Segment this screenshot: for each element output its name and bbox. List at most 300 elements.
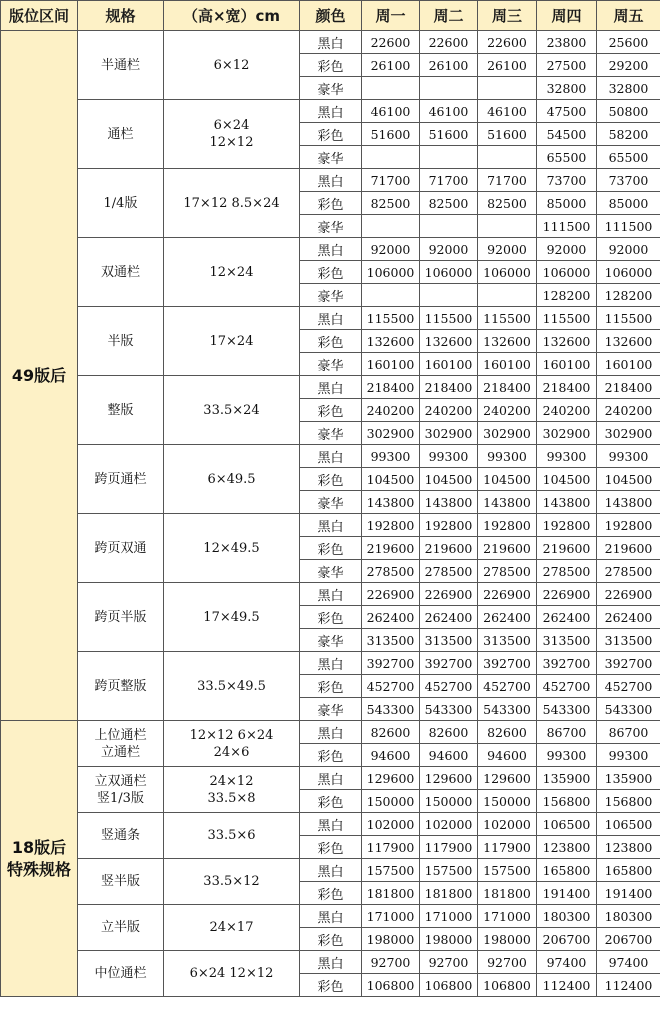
spec-cell — [78, 905, 164, 951]
price-cell: 32800 — [537, 77, 597, 100]
price-cell: 92000 — [597, 238, 660, 261]
color-cell: 彩色 — [300, 192, 362, 215]
price-cell: 313500 — [362, 629, 420, 652]
size-line: 6×12 — [213, 57, 250, 73]
price-cell: 104500 — [537, 468, 597, 491]
size-cell — [164, 951, 300, 997]
color-cell: 彩色 — [300, 330, 362, 353]
price-cell: 191400 — [597, 882, 660, 905]
price-cell: 117900 — [362, 836, 420, 859]
color-cell: 彩色 — [300, 974, 362, 997]
price-cell: 302900 — [597, 422, 660, 445]
price-cell: 22600 — [478, 31, 537, 54]
price-cell: 219600 — [478, 537, 537, 560]
price-cell: 262400 — [478, 606, 537, 629]
color-cell: 彩色 — [300, 928, 362, 951]
price-cell — [362, 284, 420, 307]
price-cell: 135900 — [537, 767, 597, 790]
price-cell: 150000 — [362, 790, 420, 813]
price-cell: 73700 — [537, 169, 597, 192]
color-cell: 豪华 — [300, 422, 362, 445]
price-cell: 99300 — [362, 445, 420, 468]
price-cell: 171000 — [478, 905, 537, 928]
price-cell — [420, 77, 478, 100]
price-cell: 262400 — [537, 606, 597, 629]
price-cell: 46100 — [478, 100, 537, 123]
price-cell: 302900 — [537, 422, 597, 445]
price-cell: 226900 — [478, 583, 537, 606]
table-row — [1, 445, 660, 468]
price-cell: 94600 — [362, 744, 420, 767]
price-cell: 226900 — [362, 583, 420, 606]
price-cell: 160100 — [537, 353, 597, 376]
price-cell: 115500 — [478, 307, 537, 330]
price-cell: 143800 — [420, 491, 478, 514]
price-cell: 102000 — [420, 813, 478, 836]
price-cell: 71700 — [362, 169, 420, 192]
spec-cell — [78, 652, 164, 721]
price-cell: 106000 — [362, 261, 420, 284]
price-cell: 123800 — [537, 836, 597, 859]
size-line: 24×17 — [209, 920, 254, 935]
price-cell: 191400 — [537, 882, 597, 905]
spec-name-line: 中位通栏 — [94, 966, 147, 981]
price-cell: 218400 — [597, 376, 660, 399]
color-cell: 豪华 — [300, 284, 362, 307]
price-cell: 106000 — [478, 261, 537, 284]
color-cell: 彩色 — [300, 261, 362, 284]
size-cell — [164, 169, 300, 238]
header-wednesday: 周三 — [478, 1, 537, 31]
price-cell: 219600 — [597, 537, 660, 560]
size-line: 12×24 — [209, 264, 254, 280]
spec-cell — [78, 376, 164, 445]
price-cell: 392700 — [362, 652, 420, 675]
size-line: 33.5×12 — [203, 874, 260, 889]
size-cell — [164, 514, 300, 583]
price-cell: 58200 — [597, 123, 660, 146]
table-row — [1, 583, 660, 606]
zone-cell: 49版后 — [1, 31, 78, 721]
price-cell: 278500 — [478, 560, 537, 583]
table-row — [1, 859, 660, 882]
price-cell: 226900 — [420, 583, 478, 606]
price-cell: 26100 — [420, 54, 478, 77]
price-cell: 143800 — [362, 491, 420, 514]
price-cell: 160100 — [362, 353, 420, 376]
table-row — [1, 238, 660, 261]
price-cell: 198000 — [420, 928, 478, 951]
price-cell: 86700 — [597, 721, 660, 744]
spec-cell — [78, 169, 164, 238]
price-cell: 82500 — [420, 192, 478, 215]
price-cell: 392700 — [478, 652, 537, 675]
color-cell: 黑白 — [300, 307, 362, 330]
price-cell: 219600 — [537, 537, 597, 560]
spec-cell — [78, 721, 164, 767]
size-cell — [164, 31, 300, 100]
color-cell: 豪华 — [300, 560, 362, 583]
price-cell: 115500 — [362, 307, 420, 330]
price-cell: 54500 — [537, 123, 597, 146]
spec-name-line: 跨页通栏 — [94, 471, 147, 487]
price-cell: 206700 — [597, 928, 660, 951]
zone-cell — [1, 721, 78, 997]
table-row — [1, 951, 660, 974]
price-cell: 112400 — [597, 974, 660, 997]
price-cell: 47500 — [537, 100, 597, 123]
price-cell: 102000 — [478, 813, 537, 836]
price-cell — [478, 77, 537, 100]
price-cell: 106000 — [420, 261, 478, 284]
color-cell: 黑白 — [300, 652, 362, 675]
price-cell: 129600 — [362, 767, 420, 790]
spec-name-line: 半版 — [107, 333, 134, 349]
size-line: 17×49.5 — [203, 609, 260, 625]
spec-name-line: 竖1/3版 — [97, 790, 144, 806]
size-cell — [164, 721, 300, 767]
price-cell: 71700 — [478, 169, 537, 192]
price-cell: 150000 — [478, 790, 537, 813]
price-cell: 106800 — [362, 974, 420, 997]
price-cell: 123800 — [597, 836, 660, 859]
price-cell: 51600 — [478, 123, 537, 146]
spec-cell — [78, 238, 164, 307]
color-cell: 豪华 — [300, 698, 362, 721]
price-cell: 218400 — [420, 376, 478, 399]
price-cell: 29200 — [597, 54, 660, 77]
color-cell: 豪华 — [300, 629, 362, 652]
color-cell: 黑白 — [300, 583, 362, 606]
size-line: 12×12 — [209, 135, 254, 150]
price-cell: 92000 — [537, 238, 597, 261]
header-friday: 周五 — [597, 1, 660, 31]
price-cell: 117900 — [420, 836, 478, 859]
table-row — [1, 100, 660, 123]
price-cell: 219600 — [420, 537, 478, 560]
price-cell: 27500 — [537, 54, 597, 77]
spec-cell — [78, 31, 164, 100]
price-cell: 160100 — [478, 353, 537, 376]
size-line: 33.5×49.5 — [197, 678, 266, 694]
price-cell: 392700 — [537, 652, 597, 675]
size-line: 33.5×6 — [207, 828, 256, 843]
price-cell: 25600 — [597, 31, 660, 54]
spec-name-line: 半通栏 — [100, 57, 140, 73]
zone-name-line: 18版后 — [11, 837, 67, 857]
size-cell — [164, 376, 300, 445]
table-row — [1, 905, 660, 928]
table-row — [1, 514, 660, 537]
price-cell: 115500 — [597, 307, 660, 330]
price-cell: 132600 — [420, 330, 478, 353]
spec-name-line: 跨页整版 — [94, 678, 147, 694]
price-cell: 65500 — [597, 146, 660, 169]
size-cell — [164, 100, 300, 169]
price-cell: 165800 — [537, 859, 597, 882]
color-cell: 彩色 — [300, 54, 362, 77]
color-cell: 黑白 — [300, 813, 362, 836]
price-cell: 192800 — [478, 514, 537, 537]
price-cell: 106500 — [597, 813, 660, 836]
spec-name-line: 竖通条 — [100, 828, 140, 843]
price-cell: 192800 — [420, 514, 478, 537]
table-row — [1, 721, 660, 744]
color-cell: 黑白 — [300, 951, 362, 974]
price-cell: 392700 — [420, 652, 478, 675]
size-cell — [164, 859, 300, 905]
header-size: （高×宽）cm — [164, 1, 300, 31]
price-cell: 198000 — [478, 928, 537, 951]
price-cell: 143800 — [537, 491, 597, 514]
price-cell: 92000 — [478, 238, 537, 261]
price-cell: 104500 — [597, 468, 660, 491]
table-row — [1, 767, 660, 790]
spec-name-line: 上位通栏 — [94, 727, 147, 743]
color-cell: 彩色 — [300, 744, 362, 767]
price-cell: 181800 — [362, 882, 420, 905]
price-cell: 135900 — [597, 767, 660, 790]
price-cell: 157500 — [420, 859, 478, 882]
price-cell: 278500 — [597, 560, 660, 583]
color-cell: 彩色 — [300, 468, 362, 491]
price-cell: 240200 — [597, 399, 660, 422]
table-row — [1, 169, 660, 192]
spec-name-line: 1/4版 — [103, 195, 138, 211]
price-cell: 46100 — [362, 100, 420, 123]
price-cell — [420, 215, 478, 238]
price-cell: 452700 — [420, 675, 478, 698]
table-row — [1, 307, 660, 330]
price-cell: 50800 — [597, 100, 660, 123]
spec-name-line: 跨页双通 — [94, 540, 147, 556]
price-cell: 313500 — [537, 629, 597, 652]
price-cell: 92700 — [362, 951, 420, 974]
price-cell: 262400 — [420, 606, 478, 629]
color-cell: 黑白 — [300, 445, 362, 468]
price-cell: 132600 — [597, 330, 660, 353]
price-cell: 262400 — [362, 606, 420, 629]
size-line: 24×12 — [209, 773, 254, 789]
price-cell: 99300 — [597, 445, 660, 468]
price-cell: 302900 — [362, 422, 420, 445]
price-cell: 452700 — [537, 675, 597, 698]
price-cell: 240200 — [537, 399, 597, 422]
spec-name-line: 双通栏 — [100, 264, 140, 280]
price-cell: 106800 — [478, 974, 537, 997]
price-cell: 192800 — [362, 514, 420, 537]
price-cell: 171000 — [420, 905, 478, 928]
color-cell: 豪华 — [300, 491, 362, 514]
price-cell: 111500 — [597, 215, 660, 238]
header-zone: 版位区间 — [1, 1, 78, 31]
color-cell: 黑白 — [300, 238, 362, 261]
price-cell: 92700 — [420, 951, 478, 974]
price-cell — [362, 146, 420, 169]
price-cell: 94600 — [420, 744, 478, 767]
size-cell — [164, 238, 300, 307]
price-cell: 92700 — [478, 951, 537, 974]
price-cell: 71700 — [420, 169, 478, 192]
price-cell: 97400 — [597, 951, 660, 974]
price-cell: 65500 — [537, 146, 597, 169]
price-cell: 181800 — [478, 882, 537, 905]
price-cell: 99300 — [597, 744, 660, 767]
price-cell — [420, 284, 478, 307]
spec-cell — [78, 813, 164, 859]
price-cell: 129600 — [478, 767, 537, 790]
price-cell: 99300 — [420, 445, 478, 468]
size-line: 6×49.5 — [207, 471, 256, 487]
spec-cell — [78, 767, 164, 813]
spec-name-line: 立双通栏 — [94, 773, 147, 789]
price-cell: 46100 — [420, 100, 478, 123]
price-cell: 104500 — [478, 468, 537, 491]
price-cell: 262400 — [597, 606, 660, 629]
color-cell: 彩色 — [300, 882, 362, 905]
price-cell: 112400 — [537, 974, 597, 997]
size-line: 17×24 — [209, 333, 254, 349]
color-cell: 彩色 — [300, 606, 362, 629]
spec-cell — [78, 514, 164, 583]
price-cell: 115500 — [537, 307, 597, 330]
price-cell: 219600 — [362, 537, 420, 560]
price-cell: 132600 — [537, 330, 597, 353]
color-cell: 黑白 — [300, 905, 362, 928]
price-cell: 97400 — [537, 951, 597, 974]
price-cell: 32800 — [597, 77, 660, 100]
table-body — [1, 31, 660, 997]
price-cell: 143800 — [597, 491, 660, 514]
price-cell: 132600 — [362, 330, 420, 353]
header-tuesday: 周二 — [420, 1, 478, 31]
header-spec: 规格 — [78, 1, 164, 31]
spec-cell — [78, 859, 164, 905]
color-cell: 黑白 — [300, 31, 362, 54]
price-cell: 82600 — [420, 721, 478, 744]
price-cell: 313500 — [597, 629, 660, 652]
price-cell: 543300 — [537, 698, 597, 721]
size-cell — [164, 905, 300, 951]
size-line: 12×49.5 — [203, 540, 260, 556]
header-row — [1, 1, 660, 31]
size-cell — [164, 767, 300, 813]
price-cell: 106000 — [597, 261, 660, 284]
header-thursday: 周四 — [537, 1, 597, 31]
color-cell: 彩色 — [300, 836, 362, 859]
price-cell: 278500 — [420, 560, 478, 583]
price-cell: 51600 — [362, 123, 420, 146]
price-cell: 452700 — [597, 675, 660, 698]
color-cell: 黑白 — [300, 514, 362, 537]
price-cell: 218400 — [362, 376, 420, 399]
color-cell: 彩色 — [300, 790, 362, 813]
price-cell: 82500 — [362, 192, 420, 215]
price-cell: 23800 — [537, 31, 597, 54]
color-cell: 彩色 — [300, 537, 362, 560]
spec-name-line: 立通栏 — [100, 744, 140, 760]
size-cell — [164, 445, 300, 514]
spec-cell — [78, 583, 164, 652]
price-cell: 240200 — [362, 399, 420, 422]
size-line: 6×24 12×12 — [189, 966, 274, 981]
size-line: 12×12 6×24 — [189, 727, 274, 743]
spec-name-line: 立半版 — [100, 920, 140, 935]
header-monday: 周一 — [362, 1, 420, 31]
price-cell: 543300 — [597, 698, 660, 721]
price-cell: 85000 — [597, 192, 660, 215]
price-cell: 313500 — [420, 629, 478, 652]
color-cell: 黑白 — [300, 376, 362, 399]
price-cell: 22600 — [420, 31, 478, 54]
price-cell: 143800 — [478, 491, 537, 514]
color-cell: 彩色 — [300, 123, 362, 146]
color-cell: 黑白 — [300, 721, 362, 744]
price-cell: 111500 — [537, 215, 597, 238]
color-cell: 豪华 — [300, 146, 362, 169]
price-cell: 206700 — [537, 928, 597, 951]
price-cell: 218400 — [537, 376, 597, 399]
price-cell: 198000 — [362, 928, 420, 951]
price-cell — [478, 146, 537, 169]
price-cell — [420, 146, 478, 169]
price-cell — [478, 215, 537, 238]
price-cell: 99300 — [537, 445, 597, 468]
price-cell: 86700 — [537, 721, 597, 744]
price-cell: 218400 — [478, 376, 537, 399]
price-cell — [362, 77, 420, 100]
size-line: 17×12 8.5×24 — [183, 195, 280, 211]
price-cell: 82600 — [478, 721, 537, 744]
price-cell: 129600 — [420, 767, 478, 790]
price-cell: 278500 — [362, 560, 420, 583]
price-cell: 240200 — [478, 399, 537, 422]
color-cell: 黑白 — [300, 169, 362, 192]
price-cell: 85000 — [537, 192, 597, 215]
price-cell: 132600 — [478, 330, 537, 353]
price-cell: 181800 — [420, 882, 478, 905]
price-cell: 192800 — [597, 514, 660, 537]
price-cell: 106800 — [420, 974, 478, 997]
price-cell: 82600 — [362, 721, 420, 744]
size-line: 24×6 — [213, 744, 250, 760]
price-cell: 160100 — [597, 353, 660, 376]
zone-name-line: 特殊规格 — [6, 859, 71, 879]
color-cell: 黑白 — [300, 100, 362, 123]
price-cell: 94600 — [478, 744, 537, 767]
price-cell: 106000 — [537, 261, 597, 284]
spec-name-line: 整版 — [107, 402, 134, 418]
price-cell: 543300 — [478, 698, 537, 721]
price-cell: 22600 — [362, 31, 420, 54]
price-cell: 165800 — [597, 859, 660, 882]
size-line: 33.5×8 — [207, 790, 256, 806]
price-cell: 51600 — [420, 123, 478, 146]
size-line: 33.5×24 — [203, 402, 260, 418]
price-cell: 226900 — [537, 583, 597, 606]
spec-cell — [78, 307, 164, 376]
size-cell — [164, 652, 300, 721]
price-cell: 115500 — [420, 307, 478, 330]
price-cell: 156800 — [597, 790, 660, 813]
price-cell: 543300 — [362, 698, 420, 721]
price-cell: 392700 — [597, 652, 660, 675]
price-cell: 180300 — [597, 905, 660, 928]
color-cell: 豪华 — [300, 215, 362, 238]
price-cell: 26100 — [362, 54, 420, 77]
price-cell: 302900 — [478, 422, 537, 445]
price-cell: 240200 — [420, 399, 478, 422]
